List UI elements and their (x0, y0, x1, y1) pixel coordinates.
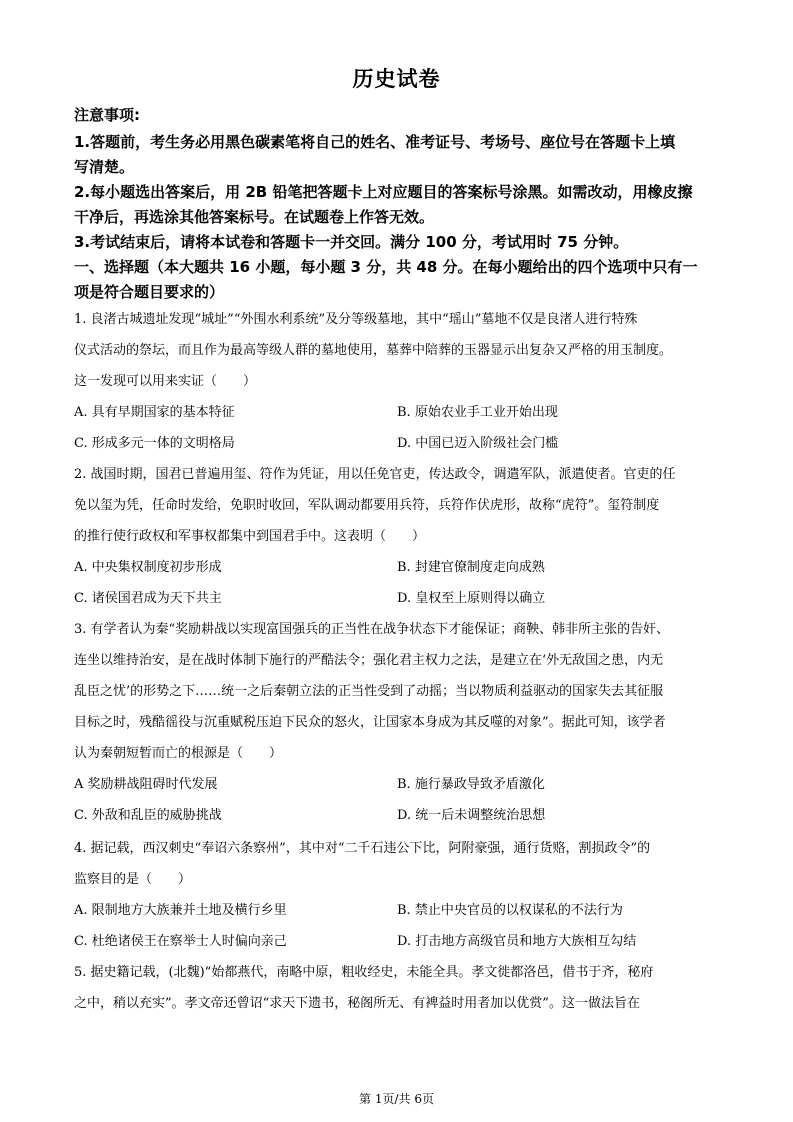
page-title: 历史试卷 (352, 66, 441, 91)
question-stem: 2. 战国时期，国君已普遍用玺、符作为凭证，用以任免官吏，传达政令，调遣军队，派遣使者。官吏的任 (74, 467, 676, 482)
section-heading: 一、选择题（本大题共 16 小题，每小题 3 分，共 48 分。在每小题给出的四个选项中只有一 (74, 258, 698, 276)
notice-heading: 注意事项: (74, 106, 140, 124)
question-stem: 免以玺为凭，任命时发给，免职时收回，军队调动都要用兵符，兵符作伏虎形，故称“虎符”。玺符制度 (74, 498, 660, 513)
question-stem: 认为秦朝短暂而亡的根源是（ ） (74, 746, 283, 761)
option-c: C. 诸侯国君成为天下共主 (74, 591, 222, 606)
notice-line: 2.每小题选出答案后，用 2B 铅笔把答题卡上对应题目的答案标号涂黑。如需改动，用橡皮擦 (74, 183, 693, 201)
option-a: A. 具有早期国家的基本特征 (74, 405, 235, 420)
option-d: D. 打击地方高级官员和地方大族相互勾结 (397, 934, 637, 949)
question-stem: 的推行使行政权和军事权都集中到国君手中。这表明（ ） (74, 529, 426, 544)
question-stem: 这一发现可以用来实证（ ） (74, 374, 257, 389)
notice-line: 写清楚。 (74, 158, 135, 176)
question-stem: 连坐以维持治安，是在战时体制下施行的严酷法令；强化君主权力之法，是建立在‘外无敌国之患，内无 (74, 653, 664, 668)
notice-line: 1.答题前，考生务必用黑色碳素笔将自己的姓名、准考证号、考场号、座位号在答题卡上填 (74, 133, 676, 151)
question-stem: 监察目的是（ ） (74, 872, 192, 887)
question-stem: 5. 据史籍记载，(北魏)“始都燕代，南略中原，粗收经史，未能全具。孝文徙都洛邑，借书于齐，秘府 (74, 965, 654, 980)
section-heading: 项是符合题目要求的） (74, 283, 225, 301)
question-stem: 3. 有学者认为秦“奖励耕战以实现富国强兵的正当性在战争状态下才能保证；商鞅、韩非所主张的告奸、 (74, 622, 670, 637)
option-d: D. 皇权至上原则得以确立 (397, 591, 546, 606)
question-stem: 目标之时，残酷徭役与沉重赋税压迫下民众的怒火，让国家本身成为其反噬的对象”。据此可知，该学者 (74, 715, 666, 730)
option-b: B. 禁止中央官员的以权谋私的不法行为 (397, 903, 623, 918)
option-c: C. 杜绝诸侯王在察举士人时偏向亲己 (74, 934, 287, 949)
question-stem: 之中，稍以充实”。孝文帝还曾诏“求天下遗书，秘阁所无、有裨益时用者加以优赏”。这一做法旨在 (74, 996, 640, 1011)
option-c: C. 外敌和乱臣的威胁挑战 (74, 808, 222, 823)
option-d: D. 统一后未调整统治思想 (397, 808, 546, 823)
option-a: A. 限制地方大族兼并土地及横行乡里 (74, 903, 287, 918)
option-b: B. 施行暴政导致矛盾激化 (397, 777, 545, 792)
option-b: B. 封建官僚制度走向成熟 (397, 560, 545, 575)
notice-line: 干净后，再选涂其他答案标号。在试题卷上作答无效。 (74, 208, 435, 226)
option-b: B. 原始农业手工业开始出现 (397, 405, 558, 420)
option-a: A. 中央集权制度初步形成 (74, 560, 222, 575)
question-stem: 仪式活动的祭坛，而且作为最高等级人群的墓地使用，墓葬中陪葬的玉器显示出复杂又严格的用玉制度。 (74, 343, 673, 358)
question-stem: 乱臣之忧’的形势之下……统一之后秦朝立法的正当性受到了动摇；当以物质利益驱动的国家失去其征服 (74, 684, 664, 699)
option-d: D. 中国已迈入阶级社会门槛 (397, 436, 559, 451)
page-footer: 第 1页/共 6页 (359, 1092, 434, 1106)
question-stem: 1. 良渚古城遗址发现“城址”“外围水利系统”及分等级墓地，其中“瑶山”墓地不仅是良渚人进行特殊 (74, 312, 638, 327)
question-stem: 4. 据记载，西汉刺史“奉诏六条察州”，其中对“二千石违公下比，阿附豪强，通行货赂，割损政令”的 (74, 841, 651, 856)
option-a: A 奖励耕战阻碍时代发展 (74, 777, 218, 792)
option-c: C. 形成多元一体的文明格局 (74, 436, 235, 451)
notice-line: 3.考试结束后，请将本试卷和答题卡一并交回。满分 100 分，考试用时 75 分钟。 (74, 233, 629, 251)
